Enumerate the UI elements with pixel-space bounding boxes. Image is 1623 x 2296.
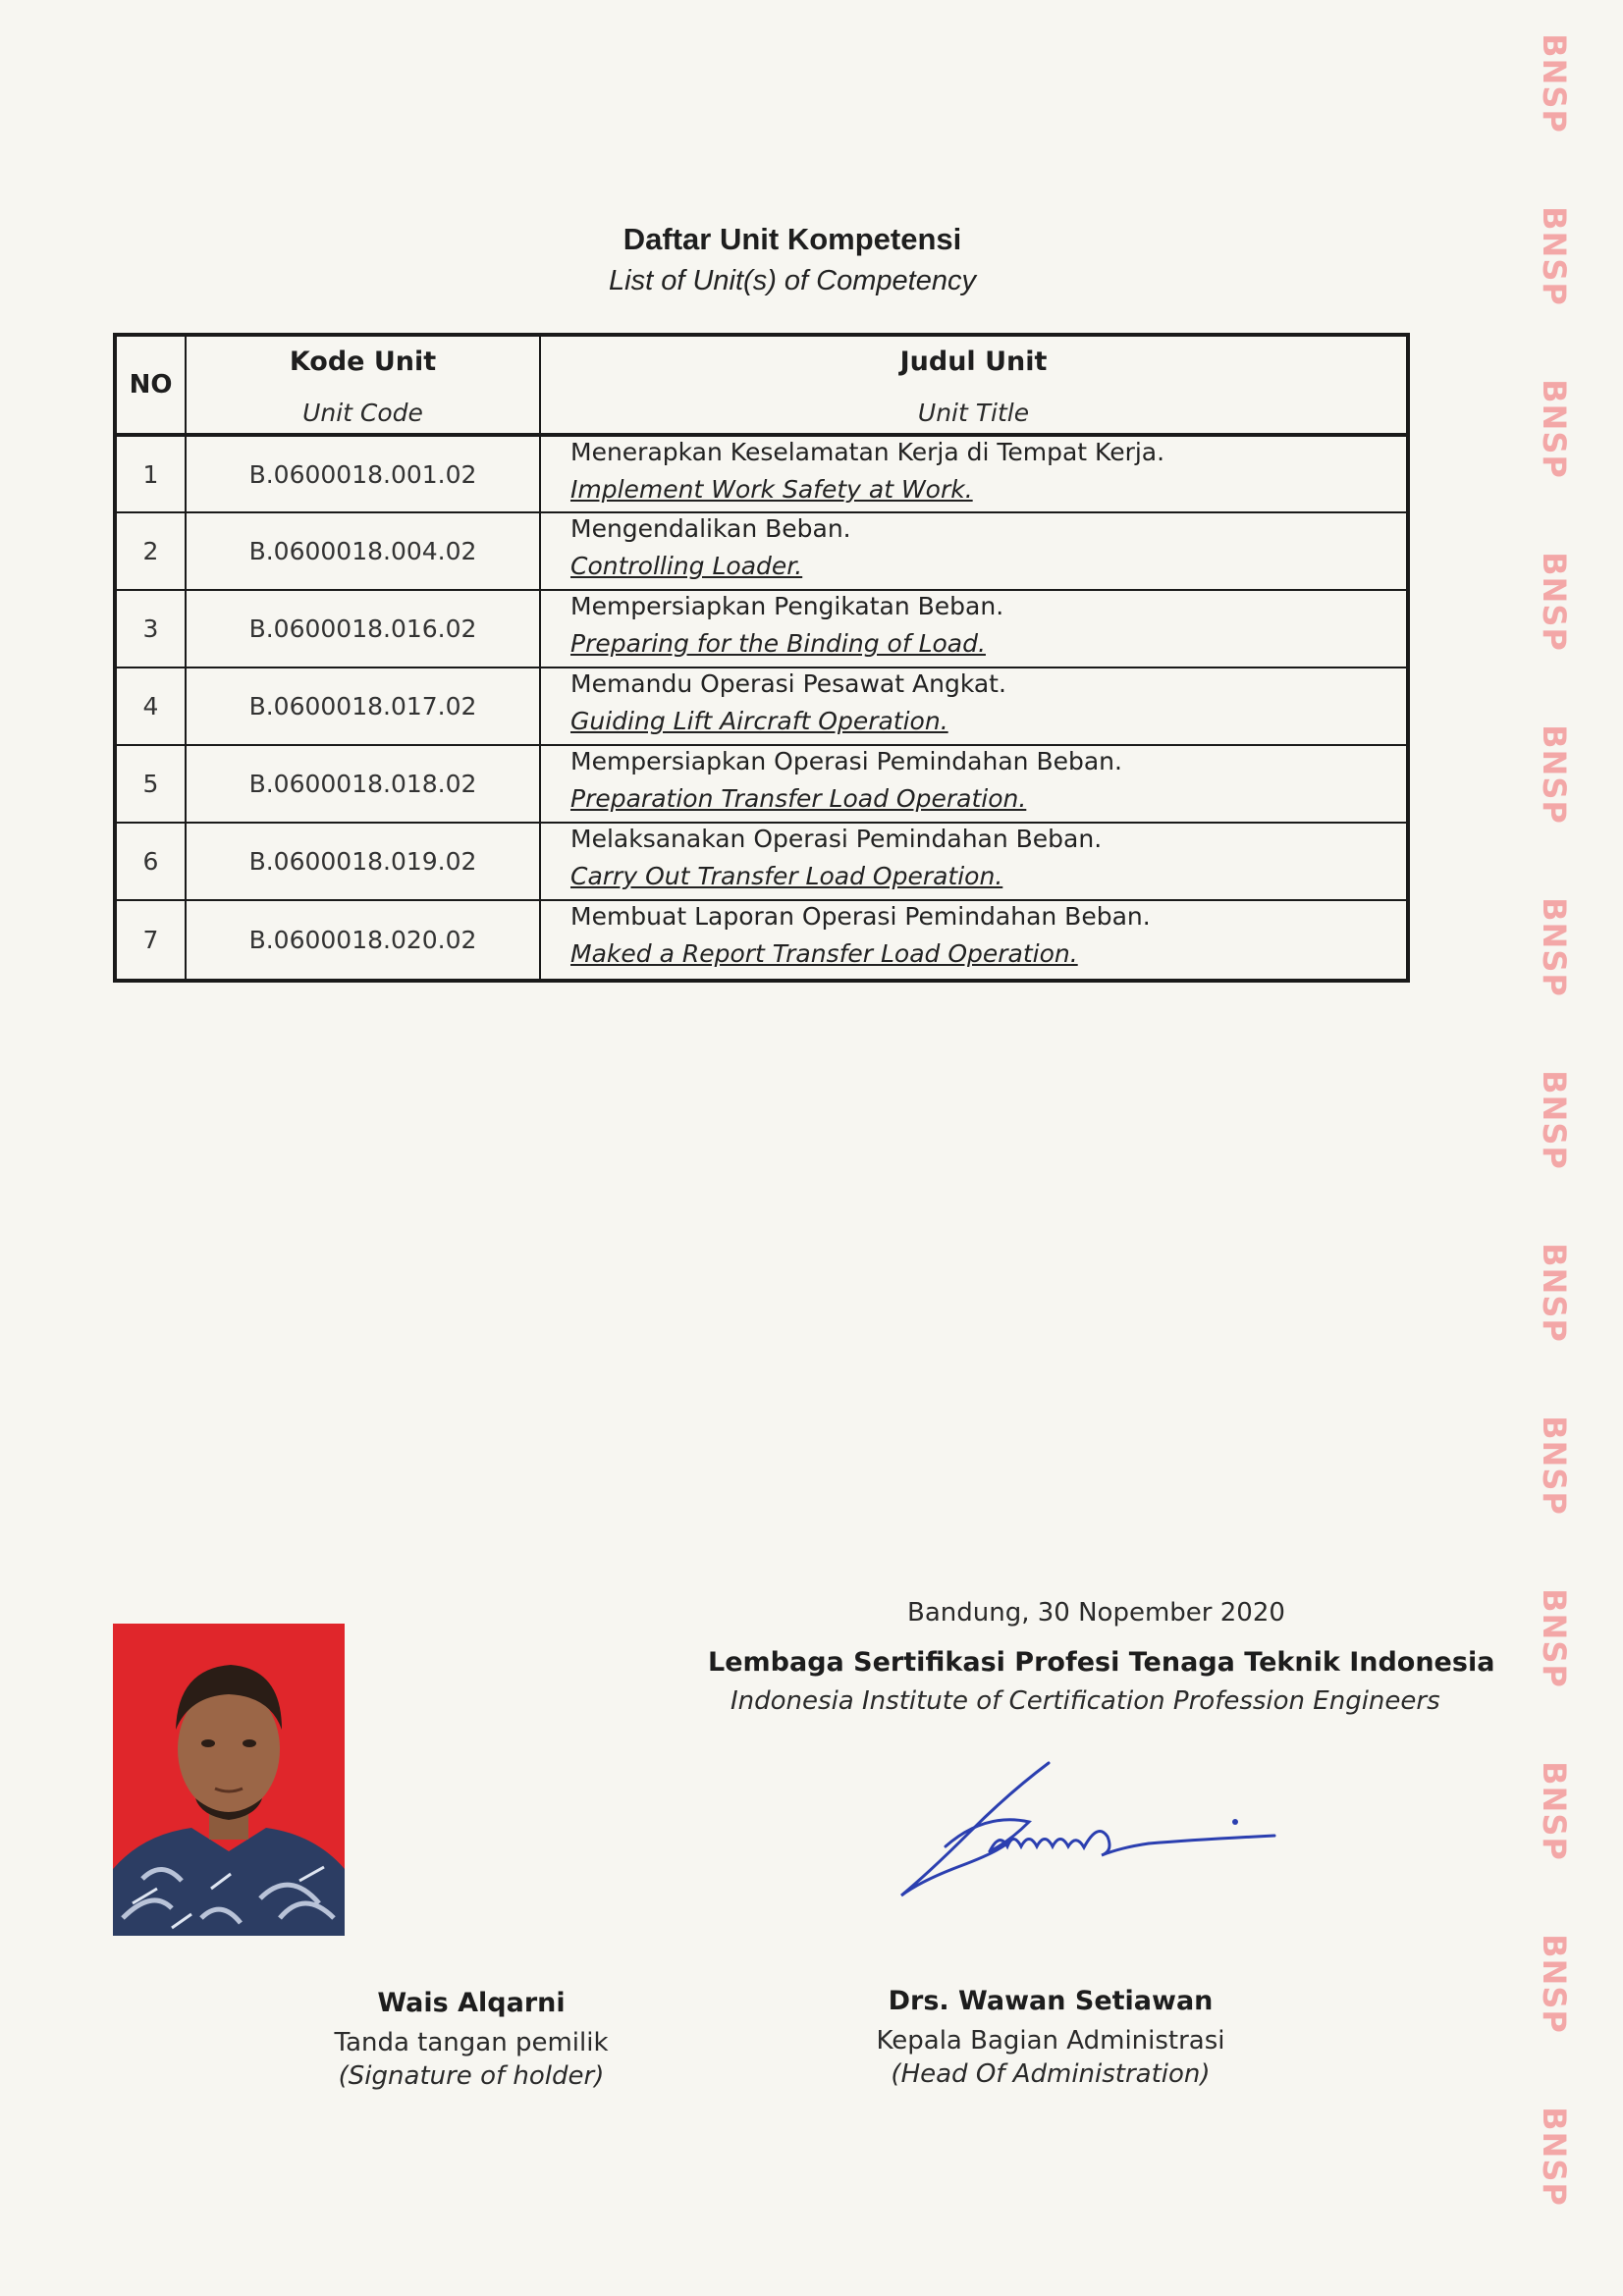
unit-code: B.0600018.001.02 [186, 435, 540, 512]
row-number: 7 [115, 900, 186, 981]
bnsp-watermark-text: BNSP [1536, 1761, 1574, 1861]
unit-title: Menerapkan Keselamatan Kerja di Tempat Kerja. [570, 438, 1165, 466]
unit-code: B.0600018.016.02 [186, 590, 540, 667]
bnsp-watermark-strip [1510, 0, 1598, 2296]
bnsp-watermark-text: BNSP [1536, 379, 1574, 479]
unit-title-en: Implement Work Safety at Work. [570, 475, 973, 504]
bnsp-watermark [1510, 711, 1598, 838]
unit-title-cell [540, 512, 1408, 590]
bnsp-watermark-text: BNSP [1536, 1588, 1574, 1688]
bnsp-watermark [1510, 1402, 1598, 1529]
bnsp-watermark [1510, 365, 1598, 493]
table-row [115, 435, 1408, 512]
row-number: 1 [115, 435, 186, 512]
unit-title-en: Preparation Transfer Load Operation. [570, 784, 1027, 813]
official-role-en: (Head Of Administration) [891, 2059, 1211, 2089]
header-title-label-en: Unit Title [917, 399, 1030, 427]
header-no: NO [115, 335, 186, 435]
unit-title-cell [540, 590, 1408, 667]
table-row [115, 667, 1408, 745]
unit-title: Melaksanakan Operasi Pemindahan Beban. [570, 825, 1103, 853]
unit-title: Memandu Operasi Pesawat Angkat. [570, 669, 1006, 698]
bnsp-watermark [1510, 538, 1598, 666]
official-block [854, 1986, 1247, 2089]
official-role: Kepala Bagian Administrasi [876, 2026, 1225, 2056]
unit-title-en: Guiding Lift Aircraft Operation. [570, 707, 948, 735]
header-code-label: Kode Unit [289, 347, 437, 377]
unit-title-cell [540, 823, 1408, 900]
unit-title: Mempersiapkan Operasi Pemindahan Beban. [570, 747, 1122, 775]
row-number: 2 [115, 512, 186, 590]
holder-role: Tanda tangan pemilik [334, 2028, 609, 2057]
unit-code: B.0600018.004.02 [186, 512, 540, 590]
unit-title: Membuat Laporan Operasi Pemindahan Beban. [570, 902, 1151, 931]
unit-title-en: Preparing for the Binding of Load. [570, 629, 986, 658]
unit-code: B.0600018.020.02 [186, 900, 540, 981]
holder-name: Wais Alqarni [377, 1988, 566, 2018]
bnsp-watermark [1510, 1575, 1598, 1702]
holder-photo [113, 1624, 345, 1936]
header-unit-title [540, 335, 1408, 435]
table-row [115, 512, 1408, 590]
issue-place-date: Bandung, 30 Nopember 2020 [907, 1598, 1285, 1628]
unit-code: B.0600018.017.02 [186, 667, 540, 745]
bnsp-watermark [1510, 2093, 1598, 2220]
bnsp-watermark [1510, 1056, 1598, 1184]
table-row [115, 900, 1408, 981]
unit-title-cell [540, 667, 1408, 745]
row-number: 6 [115, 823, 186, 900]
bnsp-watermark [1510, 20, 1598, 147]
row-number: 5 [115, 745, 186, 823]
issuer-organization-name-en: Indonesia Institute of Certification Profession Engineers [730, 1686, 1440, 1716]
header-unit-code [186, 335, 540, 435]
bnsp-watermark-text: BNSP [1536, 2107, 1574, 2207]
unit-title-en: Maked a Report Transfer Load Operation. [570, 939, 1078, 968]
table-row [115, 823, 1408, 900]
table-header-row [115, 335, 1408, 435]
page-subtitle: List of Unit(s) of Competency [609, 265, 976, 296]
unit-title-cell [540, 900, 1408, 981]
unit-title-en: Controlling Loader. [570, 552, 803, 580]
bnsp-watermark-text: BNSP [1536, 552, 1574, 652]
page-title: Daftar Unit Kompetensi [622, 222, 962, 256]
official-signature [892, 1753, 1284, 1910]
bnsp-watermark [1510, 883, 1598, 1011]
bnsp-watermark-text: BNSP [1536, 1243, 1574, 1343]
holder-role-en: (Signature of holder) [338, 2061, 605, 2091]
bnsp-watermark [1510, 1229, 1598, 1357]
bnsp-watermark-text: BNSP [1536, 1415, 1574, 1516]
bnsp-watermark-text: BNSP [1536, 1934, 1574, 2034]
row-number: 3 [115, 590, 186, 667]
bnsp-watermark-text: BNSP [1536, 897, 1574, 997]
bnsp-watermark-text: BNSP [1536, 724, 1574, 825]
unit-title-cell [540, 435, 1408, 512]
holder-block [324, 1988, 619, 2091]
unit-title: Mempersiapkan Pengikatan Beban. [570, 592, 1004, 620]
unit-code: B.0600018.019.02 [186, 823, 540, 900]
bnsp-watermark-text: BNSP [1536, 33, 1574, 133]
official-name: Drs. Wawan Setiawan [888, 1986, 1214, 2016]
bnsp-watermark-text: BNSP [1536, 1070, 1574, 1170]
bnsp-watermark [1510, 192, 1598, 320]
header-title-label: Judul Unit [899, 347, 1048, 377]
competency-units-table [113, 333, 1410, 983]
unit-title-cell [540, 745, 1408, 823]
table-row [115, 590, 1408, 667]
unit-title-en: Carry Out Transfer Load Operation. [570, 862, 1003, 890]
bnsp-watermark [1510, 1920, 1598, 2048]
table-row [115, 745, 1408, 823]
header-code-label-en: Unit Code [302, 399, 423, 427]
issuer-organization-name: Lembaga Sertifikasi Profesi Tenaga Teknik Indonesia [708, 1647, 1495, 1678]
bnsp-watermark-text: BNSP [1536, 206, 1574, 306]
unit-code: B.0600018.018.02 [186, 745, 540, 823]
unit-title: Mengendalikan Beban. [570, 514, 851, 543]
bnsp-watermark [1510, 1747, 1598, 1875]
holder-portrait-image [113, 1624, 345, 1936]
row-number: 4 [115, 667, 186, 745]
